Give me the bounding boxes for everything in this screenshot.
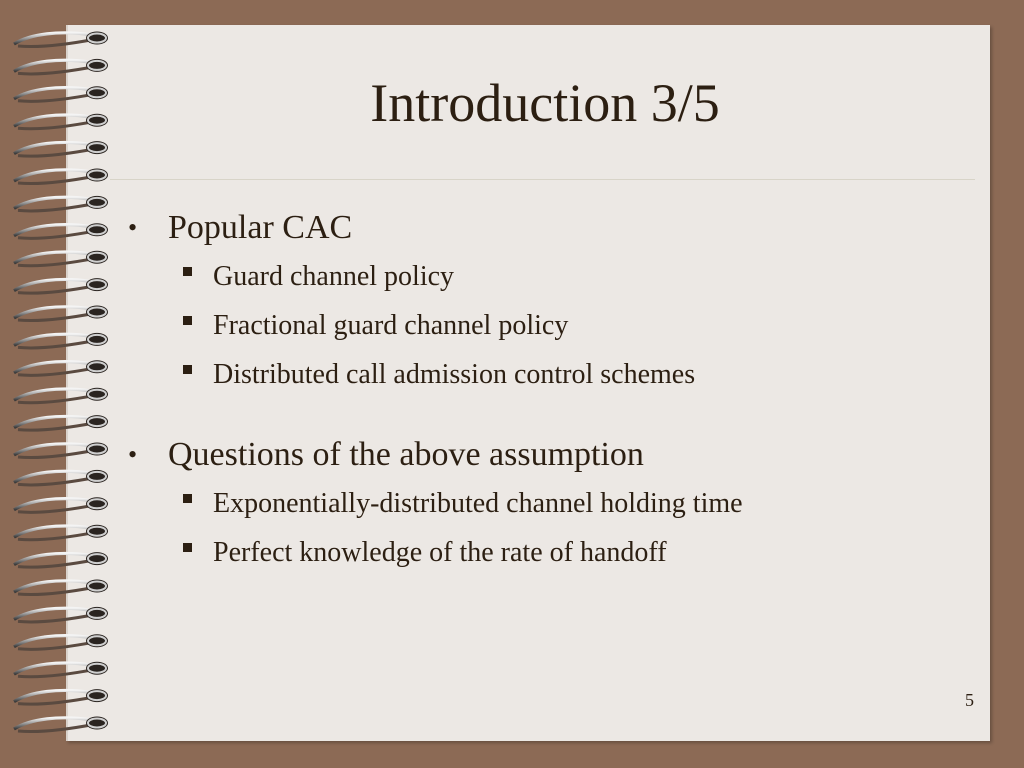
spiral-loop-icon [14,662,108,677]
sub-bullet-item [128,528,988,577]
spiral-loop-icon [14,278,108,293]
spiral-loop-icon [14,497,108,512]
spiral-loop-icon [14,580,108,595]
sub-bullet-text: Perfect knowledge of the rate of handoff [213,537,667,568]
spiral-loop-icon [14,86,108,101]
spiral-loop-icon [14,552,108,567]
spiral-loop-icon [14,306,108,321]
bullet-item [128,431,988,479]
spiral-loop-icon [14,415,108,430]
square-bullet-icon [183,365,192,374]
square-bullet-icon [183,316,192,325]
spiral-loop-icon [14,607,108,622]
spiral-loop-icon [14,169,108,184]
sub-bullet-item [128,252,988,301]
spiral-loop-icon [14,32,108,47]
sub-bullet-text: Fractional guard channel policy [213,310,569,341]
square-bullet-icon [183,267,192,276]
bullet-dot: • [128,213,138,242]
spiral-loop-icon [14,388,108,403]
slide-title: Introduction 3/5 [370,73,720,133]
spiral-loop-icon [14,360,108,375]
sub-bullet-item [128,479,988,528]
sub-bullet-text: Guard channel policy [213,261,455,292]
spiral-loop-icon [14,251,108,266]
sub-bullet-item [128,301,988,350]
spiral-loop-icon [14,470,108,485]
spiral-loop-icon [14,196,108,211]
sub-bullet-item [128,350,988,399]
spiral-loop-icon [14,717,108,732]
spiral-loop-icon [14,689,108,704]
bullet-dot: • [128,440,138,469]
spiral-loop-icon [14,525,108,540]
spiral-loop-icon [14,141,108,156]
slide-number: 5 [965,690,974,710]
spiral-loop-icon [14,59,108,74]
sub-bullet-text: Distributed call admission control schemes [213,359,696,390]
title-divider [110,179,975,180]
bullet-text: Questions of the above assumption [168,436,644,473]
spiral-loop-icon [14,114,108,129]
spiral-loop-icon [14,443,108,458]
bullet-text: Popular CAC [168,209,353,246]
bullet-list [128,204,988,577]
bullet-item [128,204,988,252]
square-bullet-icon [183,543,192,552]
spiral-loop-icon [14,333,108,348]
sub-bullet-text: Exponentially-distributed channel holding time [213,488,743,519]
spiral-loop-icon [14,634,108,649]
spiral-loop-icon [14,223,108,238]
square-bullet-icon [183,494,192,503]
